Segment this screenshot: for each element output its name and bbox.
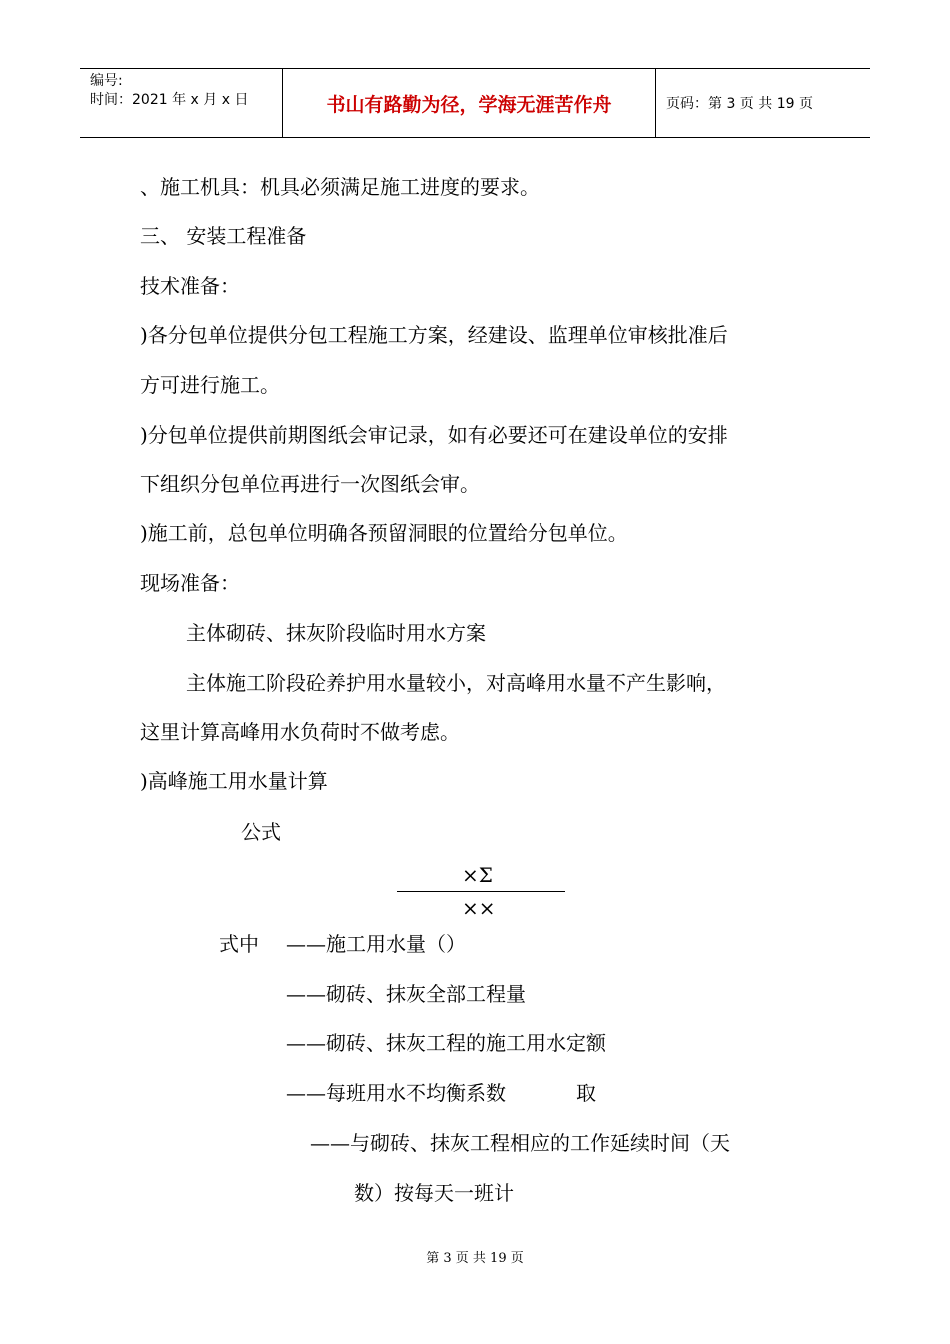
fraction-bar [397, 891, 565, 892]
body-line: 、施工机具：机具必须满足施工进度的要求。 [140, 175, 540, 199]
body-line: )各分包单位提供分包工程施工方案，经建设、监理单位审核批准后 [140, 323, 728, 347]
formula-numerator: ×Σ [462, 863, 493, 887]
definition-value: 取 [576, 1081, 596, 1105]
header-id-label: 编号: [90, 73, 123, 89]
definition-line: 数）按每天一班计 [354, 1181, 514, 1205]
definition-line: ——施工用水量（） [286, 932, 466, 956]
page-footer: 第 3 页 共 19 页 [426, 1251, 524, 1266]
body-line: 主体施工阶段砼养护用水量较小，对高峰用水量不产生影响， [186, 671, 726, 695]
subsection-heading: 现场准备： [140, 571, 240, 595]
definition-line: ——每班用水不均衡系数 [286, 1081, 506, 1105]
where-label: 式中 [219, 932, 259, 956]
body-line: )高峰施工用水量计算 [140, 769, 328, 793]
formula-denominator: ×× [462, 896, 496, 920]
definition-line: ——砌砖、抹灰全部工程量 [286, 982, 526, 1006]
body-line: 这里计算高峰用水负荷时不做考虑。 [140, 720, 460, 744]
header-time-label: 时间：2021 年 x 月 x 日 [90, 92, 249, 108]
header-page-label: 页码：第 3 页 共 19 页 [666, 96, 813, 112]
formula-label: 公式 [241, 820, 281, 844]
body-line: )施工前，总包单位明确各预留洞眼的位置给分包单位。 [140, 521, 628, 545]
body-line: 方可进行施工。 [140, 373, 280, 397]
section-heading: 三、 安装工程准备 [140, 224, 307, 248]
body-line: )分包单位提供前期图纸会审记录，如有必要还可在建设单位的安排 [140, 423, 728, 447]
body-line: 主体砌砖、抹灰阶段临时用水方案 [186, 621, 486, 645]
definition-line: ——砌砖、抹灰工程的施工用水定额 [286, 1031, 606, 1055]
body-line: 下组织分包单位再进行一次图纸会审。 [140, 472, 480, 496]
header-motto: 书山有路勤为径，学海无涯苦作舟 [282, 69, 656, 137]
definition-line: ——与砌砖、抹灰工程相应的工作延续时间（天 [310, 1131, 730, 1155]
subsection-heading: 技术准备： [140, 274, 240, 298]
